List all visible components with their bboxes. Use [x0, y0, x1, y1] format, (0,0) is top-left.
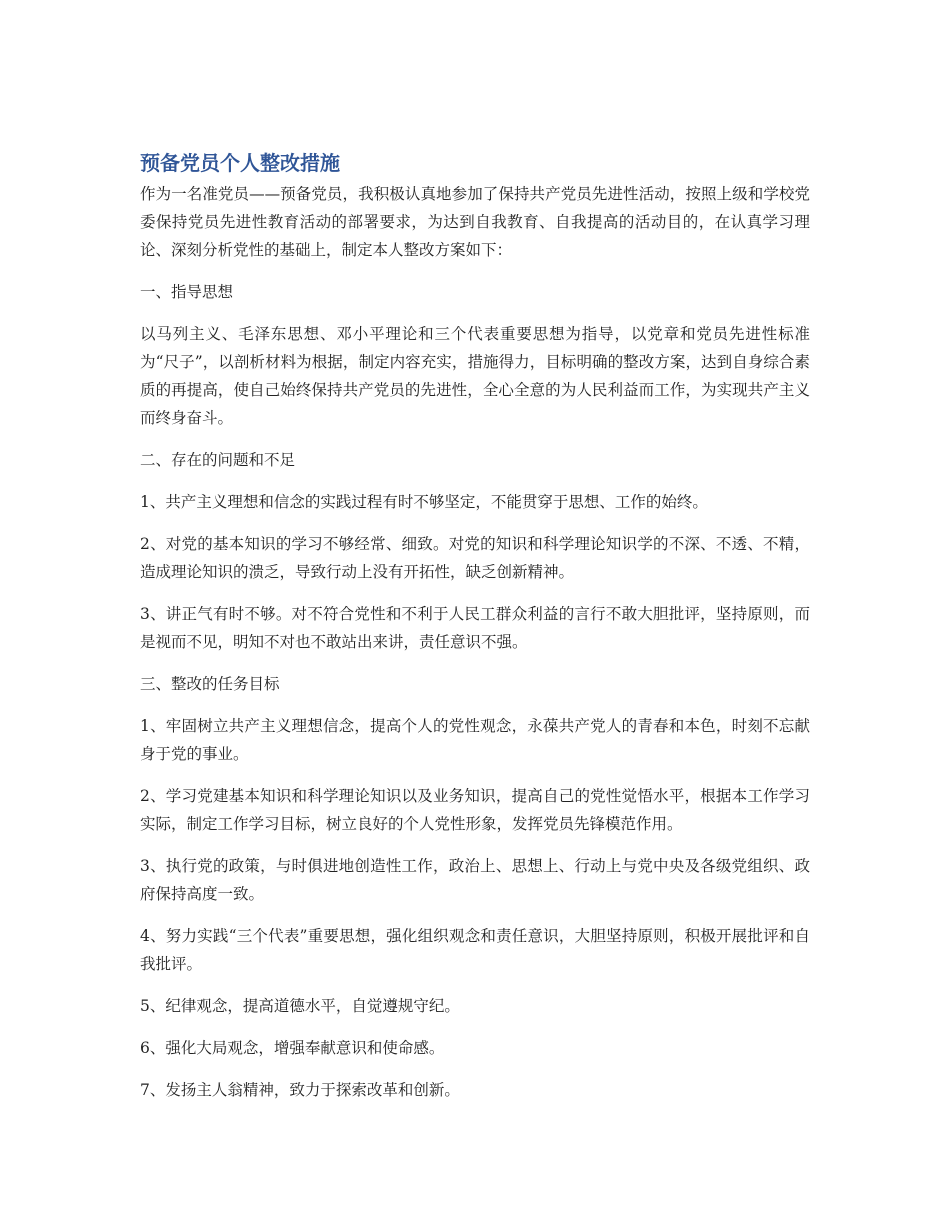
goal-item: 6、强化大局观念，增强奉献意识和使命感。 — [140, 1039, 445, 1057]
goal-item: 3、执行党的政策，与时俱进地创造性工作，政治上、思想上、行动上与党中央及各级党组织、政府保持高度一致。 — [140, 857, 810, 903]
goal-item: 5、纪律观念，提高道德水平，自觉遵规守纪。 — [140, 997, 460, 1015]
document-page — [140, 148, 810, 1118]
section-heading-problems: 二、存在的问题和不足 — [140, 451, 296, 469]
goal-item: 4、努力实践“三个代表”重要思想，强化组织观念和责任意识，大胆坚持原则，积极开展批评和自我批评。 — [140, 927, 810, 973]
intro-paragraph: 作为一名准党员——预备党员，我积极认真地参加了保持共产党员先进性活动，按照上级和学校党委保持党员先进性教育活动的部署要求，为达到自我教育、自我提高的活动目的，在认真学习理论、深刻分析党性的基础上，制定本人整改方案如下： — [140, 185, 810, 259]
section-heading-goals: 三、整改的任务目标 — [140, 675, 280, 693]
document-title: 预备党员个人整改措施 — [140, 151, 340, 175]
guiding-thought-paragraph: 以马列主义、毛泽东思想、邓小平理论和三个代表重要思想为指导，以党章和党员先进性标准为“尺子”，以剖析材料为根据，制定内容充实，措施得力，目标明确的整改方案，达到自身综合素质的再提高，使自己始终保持共产党员的先进性，全心全意的为人民利益而工作，为实现共产主义而终身奋斗。 — [140, 325, 810, 427]
goal-item: 7、发扬主人翁精神，致力于探索改革和创新。 — [140, 1081, 460, 1099]
goal-item: 2、学习党建基本知识和科学理论知识以及业务知识，提高自己的党性觉悟水平，根据本工作学习实际，制定工作学习目标，树立良好的个人党性形象，发挥党员先锋模范作用。 — [140, 787, 810, 833]
problem-item: 3、讲正气有时不够。对不符合党性和不利于人民工群众利益的言行不敢大胆批评，坚持原则，而是视而不见，明知不对也不敢站出来讲，责任意识不强。 — [140, 605, 810, 651]
problem-item: 1、共产主义理想和信念的实践过程有时不够坚定，不能贯穿于思想、工作的始终。 — [140, 493, 708, 511]
problem-item: 2、对党的基本知识的学习不够经常、细致。对党的知识和科学理论知识学的不深、不透、不精，造成理论知识的溃乏，导致行动上没有开拓性，缺乏创新精神。 — [140, 535, 810, 581]
section-heading-guiding-thought: 一、指导思想 — [140, 283, 234, 301]
goal-item: 1、牢固树立共产主义理想信念，提高个人的党性观念，永葆共产党人的青春和本色，时刻不忘献身于党的事业。 — [140, 717, 810, 763]
